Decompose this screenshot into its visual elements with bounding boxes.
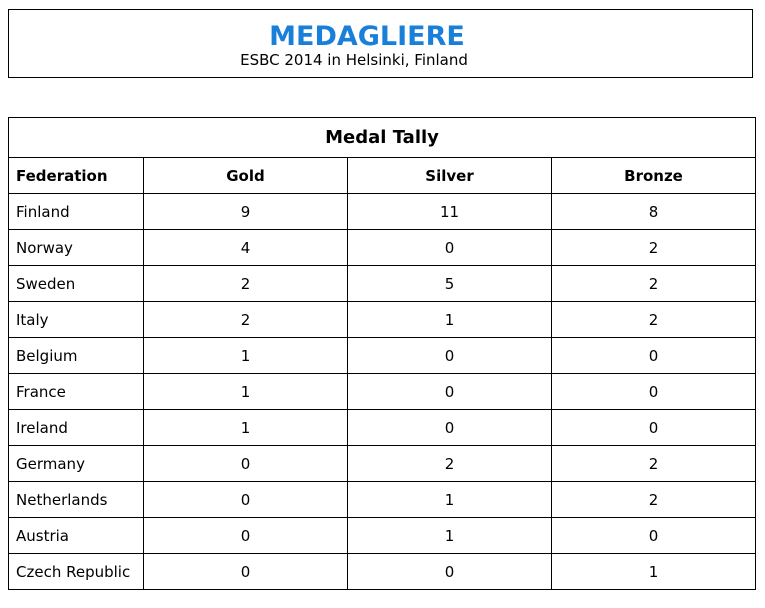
table-row: [9, 518, 756, 554]
table-row: [9, 482, 756, 518]
gold-cell: 1: [144, 410, 348, 446]
table-row: [9, 302, 756, 338]
bronze-cell: 1: [552, 554, 756, 590]
federation-cell: Belgium: [9, 338, 144, 374]
table-row: [9, 338, 756, 374]
silver-cell: 11: [348, 194, 552, 230]
table-row: [9, 446, 756, 482]
federation-cell: Austria: [9, 518, 144, 554]
bronze-cell: 0: [552, 338, 756, 374]
table-row: [9, 266, 756, 302]
gold-cell: 0: [144, 482, 348, 518]
bronze-cell: 0: [552, 374, 756, 410]
federation-cell: Norway: [9, 230, 144, 266]
federation-cell: Czech Republic: [9, 554, 144, 590]
gold-cell: 2: [144, 302, 348, 338]
column-header-bronze: Bronze: [552, 158, 756, 194]
federation-cell: Germany: [9, 446, 144, 482]
table-header-row: [9, 158, 756, 194]
silver-cell: 1: [348, 302, 552, 338]
silver-cell: 0: [348, 374, 552, 410]
silver-cell: 0: [348, 410, 552, 446]
bronze-cell: 2: [552, 446, 756, 482]
table-row: [9, 194, 756, 230]
column-header-silver: Silver: [348, 158, 552, 194]
silver-cell: 0: [348, 338, 552, 374]
page-title: MEDAGLIERE: [269, 21, 465, 52]
bronze-cell: 0: [552, 410, 756, 446]
bronze-cell: 2: [552, 266, 756, 302]
bronze-cell: 0: [552, 518, 756, 554]
gold-cell: 1: [144, 374, 348, 410]
gold-cell: 0: [144, 518, 348, 554]
federation-cell: Finland: [9, 194, 144, 230]
gold-cell: 0: [144, 446, 348, 482]
silver-cell: 5: [348, 266, 552, 302]
federation-cell: Netherlands: [9, 482, 144, 518]
silver-cell: 1: [348, 482, 552, 518]
bronze-cell: 8: [552, 194, 756, 230]
federation-cell: Sweden: [9, 266, 144, 302]
gold-cell: 0: [144, 554, 348, 590]
silver-cell: 0: [348, 230, 552, 266]
column-header-federation: Federation: [9, 158, 144, 194]
silver-cell: 2: [348, 446, 552, 482]
table-row: [9, 554, 756, 590]
silver-cell: 1: [348, 518, 552, 554]
table-row: [9, 374, 756, 410]
bronze-cell: 2: [552, 302, 756, 338]
table-caption-row: [9, 118, 756, 158]
table-row: [9, 410, 756, 446]
column-header-gold: Gold: [144, 158, 348, 194]
table-row: [9, 230, 756, 266]
medal-tally-table: [8, 117, 756, 590]
federation-cell: Ireland: [9, 410, 144, 446]
header-box: [8, 9, 753, 78]
federation-cell: France: [9, 374, 144, 410]
bronze-cell: 2: [552, 230, 756, 266]
gold-cell: 4: [144, 230, 348, 266]
federation-cell: Italy: [9, 302, 144, 338]
page-subtitle: ESBC 2014 in Helsinki, Finland: [240, 51, 468, 69]
bronze-cell: 2: [552, 482, 756, 518]
gold-cell: 9: [144, 194, 348, 230]
table-caption: Medal Tally: [9, 118, 756, 158]
gold-cell: 2: [144, 266, 348, 302]
gold-cell: 1: [144, 338, 348, 374]
silver-cell: 0: [348, 554, 552, 590]
